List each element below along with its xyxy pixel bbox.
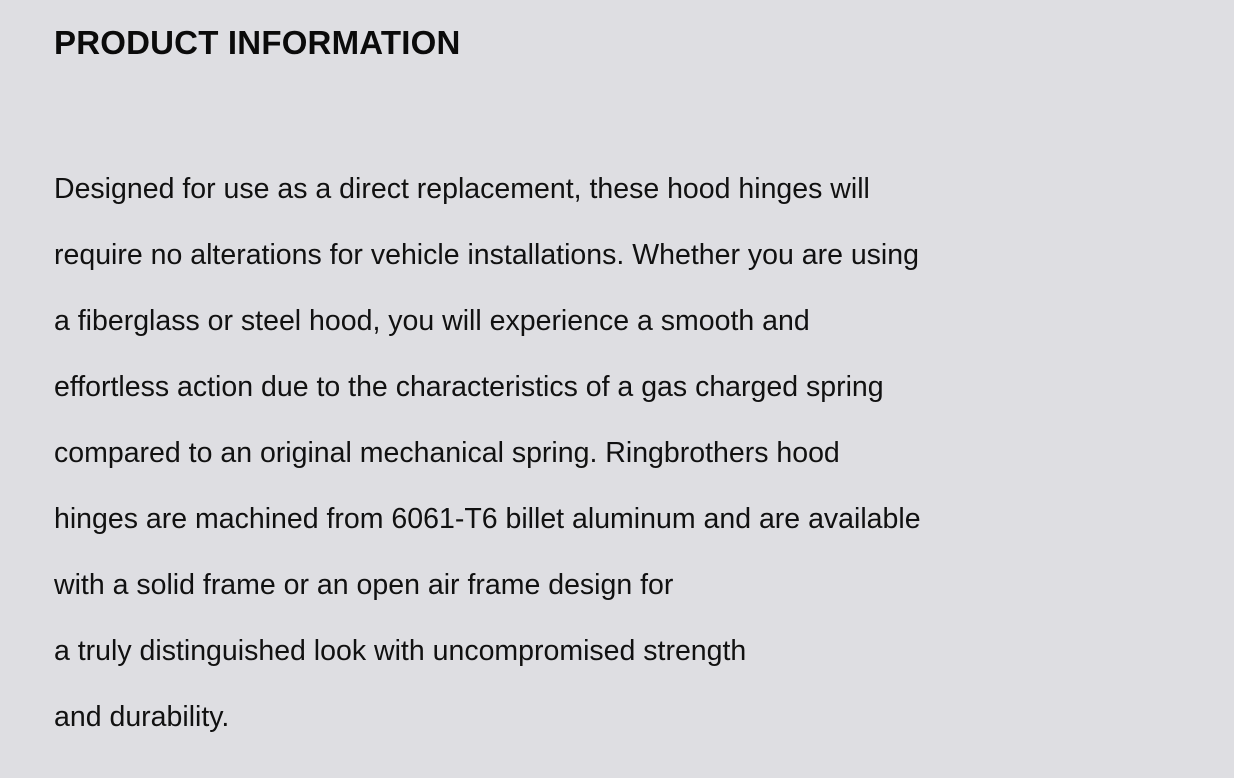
description-line: Designed for use as a direct replacement, these hood hinges will bbox=[54, 173, 870, 205]
description-line: compared to an original mechanical spring. Ringbrothers hood bbox=[54, 437, 840, 469]
description-line: with a solid frame or an open air frame design for bbox=[54, 569, 674, 601]
page-title: PRODUCT INFORMATION bbox=[54, 24, 461, 61]
description-line: hinges are machined from 6061-T6 billet aluminum and are available bbox=[54, 503, 921, 535]
description-line: require no alterations for vehicle installations. Whether you are using bbox=[54, 239, 919, 271]
description-line: a fiberglass or steel hood, you will experience a smooth and bbox=[54, 305, 810, 337]
product-description bbox=[54, 156, 1184, 750]
description-line: effortless action due to the characteristics of a gas charged spring bbox=[54, 371, 884, 403]
description-line: and durability. bbox=[54, 701, 230, 733]
description-line: a truly distinguished look with uncompromised strength bbox=[54, 635, 747, 667]
